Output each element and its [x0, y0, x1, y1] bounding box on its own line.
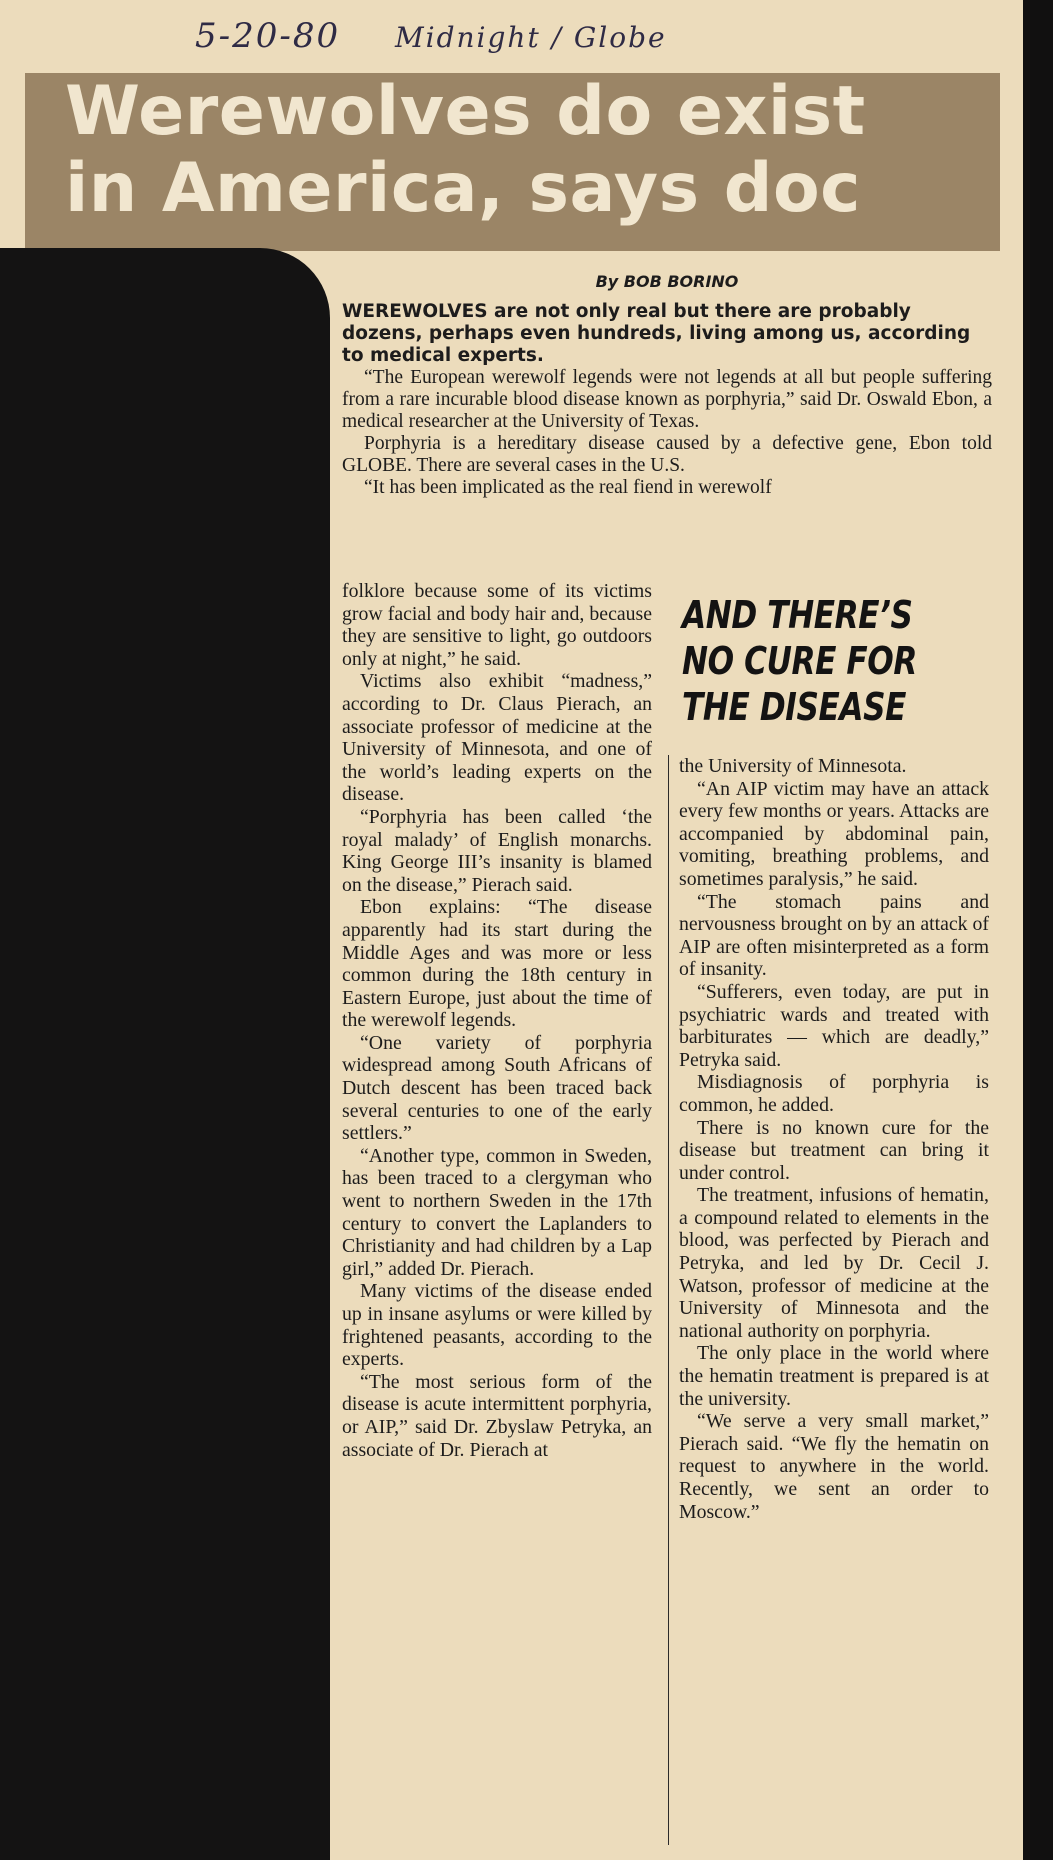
column-paragraph: Ebon explains: “The disease apparently had its start during the Middle Ages and was more or less common during the 18th century in Eastern Europe, just about the time of the werewolf legends.: [342, 896, 652, 1032]
dark-background-edge: [1023, 0, 1053, 1860]
column-paragraph: “The most serious form of the disease is acute intermittent porphyria, or AIP,” said Dr. Zbyslaw Petryka, an associate of Dr. Pierach at: [342, 1370, 652, 1461]
column-paragraph: “Porphyria has been called ‘the royal malady’ of English monarchs. King George III’s insanity is blamed on the disease,” Pierach said.: [342, 805, 652, 896]
byline: By BOB BORINO: [595, 272, 739, 291]
pull-quote-line: AND THERE’S: [682, 593, 913, 637]
column-paragraph: “We serve a very small market,” Pierach said. “We fly the hematin on request to anywhere in the world. Recently, we sent an order to Moscow.”: [679, 1410, 989, 1523]
pull-quote-line: THE DISEASE: [682, 685, 906, 729]
column-paragraph: “Another type, common in Sweden, has been traced to a clergyman who went to northern Sweden in the 17th century to convert the Laplanders to Christianity and had children by a Lap girl,” added Dr. Pierach.: [342, 1144, 652, 1280]
article-columns: [342, 580, 997, 1850]
pull-quote: [682, 592, 932, 730]
column-paragraph: Victims also exhibit “madness,” according to Dr. Claus Pierach, an associate professor of medicine at the University of Minnesota, and one of the world’s leading experts on the disease.: [342, 670, 652, 806]
column-paragraph: The only place in the world where the hematin treatment is prepared is at the university.: [679, 1342, 989, 1410]
lede-paragraph: WEREWOLVES are not only real but there are probably dozens, perhaps even hundreds, living among us, according to medical experts.: [342, 301, 971, 366]
intro-paragraph: “The European werewolf legends were not legends at all but people suffering from a rare incurable blood disease known as porphyria,” said Dr. Oswald Ebon, a medical researcher at the University of Texas.: [342, 367, 992, 432]
column-paragraph: Misdiagnosis of porphyria is common, he added.: [679, 1071, 989, 1116]
article-top: [342, 272, 992, 499]
handwritten-note: [195, 16, 795, 68]
headline: [65, 73, 1005, 227]
intro-paragraphs: [342, 367, 992, 499]
column-paragraph: “One variety of porphyria widespread among South Africans of Dutch descent has been traced back several centuries to one of the early settlers.”: [342, 1031, 652, 1145]
intro-paragraph: Porphyria is a hereditary disease caused by a defective gene, Ebon told GLOBE. There are several cases in the U.S.: [342, 433, 992, 476]
dark-background-area: [0, 248, 330, 1860]
column-paragraph: There is no known cure for the disease but treatment can bring it under control.: [679, 1116, 989, 1184]
column-paragraph: Many victims of the disease ended up in insane asylums or were killed by frightened peasants, according to the experts.: [342, 1280, 652, 1371]
headline-line-2: in America, says doc: [65, 149, 861, 228]
column-paragraph: The treatment, infusions of hematin, a compound related to elements in the blood, was perfected by Pierach and Petryka, and led by Dr. Cecil J. Watson, professor of medicine at the University of Minnesota and the national authority on porphyria.: [679, 1184, 989, 1342]
column-paragraph: “The stomach pains and nervousness brought on by an attack of AIP are often misinterpreted as a form of insanity.: [679, 890, 989, 981]
pull-quote-line: NO CURE FOR: [682, 639, 917, 683]
intro-paragraph: “It has been implicated as the real fiend in werewolf: [364, 477, 772, 498]
handwritten-date: 5-20-80: [195, 16, 341, 56]
column-divider: [668, 755, 669, 1845]
left-column: [342, 580, 652, 1461]
right-column: [679, 755, 989, 1523]
column-paragraph: the University of Minnesota.: [679, 755, 907, 777]
column-paragraph: “Sufferers, even today, are put in psychiatric wards and treated with barbiturates — which are deadly,” Petryka said.: [679, 980, 989, 1071]
column-paragraph: folklore because some of its victims grow facial and body hair and, because they are sensitive to light, go outdoors only at night,” he said.: [342, 580, 652, 670]
handwritten-publication: Midnight / Globe: [394, 21, 667, 54]
headline-line-1: Werewolves do exist: [65, 72, 866, 151]
headline-banner: [25, 73, 1000, 251]
column-paragraph: “An AIP victim may have an attack every few months or years. Attacks are accompanied by abdominal pain, vomiting, breathing problems, and sometimes paralysis,” he said.: [679, 777, 989, 890]
